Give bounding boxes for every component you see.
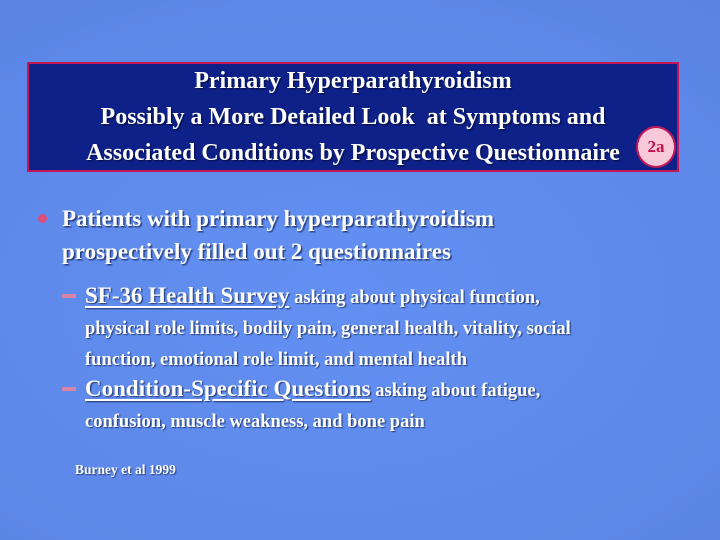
slide-number-badge: 2a [636,126,676,168]
sub-bullet-desc-line: confusion, muscle weakness, and bone pain [85,412,425,432]
title-line-3: Associated Conditions by Prospective Questionnaire [86,140,620,166]
sub-bullet-heading: SF-36 Health Survey [85,283,290,308]
dash-icon [62,294,76,298]
bullet-text-line: prospectively filled out 2 questionnaires [62,239,451,264]
sub-bullet-desc-line: asking about physical function, [289,288,540,308]
title-line-2: Possibly a More Detailed Look at Symptoms and [100,104,606,130]
sub-bullet-text [85,373,682,438]
sub-bullet-desc-line: function, emotional role limit, and mental health [85,350,467,370]
sub-bullet-heading: Condition-Specific Questions [85,376,371,401]
sub-bullet-condition-specific [62,373,682,438]
dash-icon [62,387,76,391]
title-line-1: Primary Hyperparathyroidism [194,68,512,94]
title-box [27,62,679,172]
citation: Burney et al 1999 [75,462,176,477]
sub-bullet-sf36 [62,280,682,376]
bullet-text-line: Patients with primary hyperparathyroidism [62,206,495,231]
sub-bullet-text [85,280,682,376]
sub-bullet-desc-line: asking about fatigue, [370,381,541,401]
bullet-dot-icon [38,214,47,223]
bullet-item [36,202,576,268]
sub-bullet-desc-line: physical role limits, bodily pain, general health, vitality, social [85,319,571,339]
